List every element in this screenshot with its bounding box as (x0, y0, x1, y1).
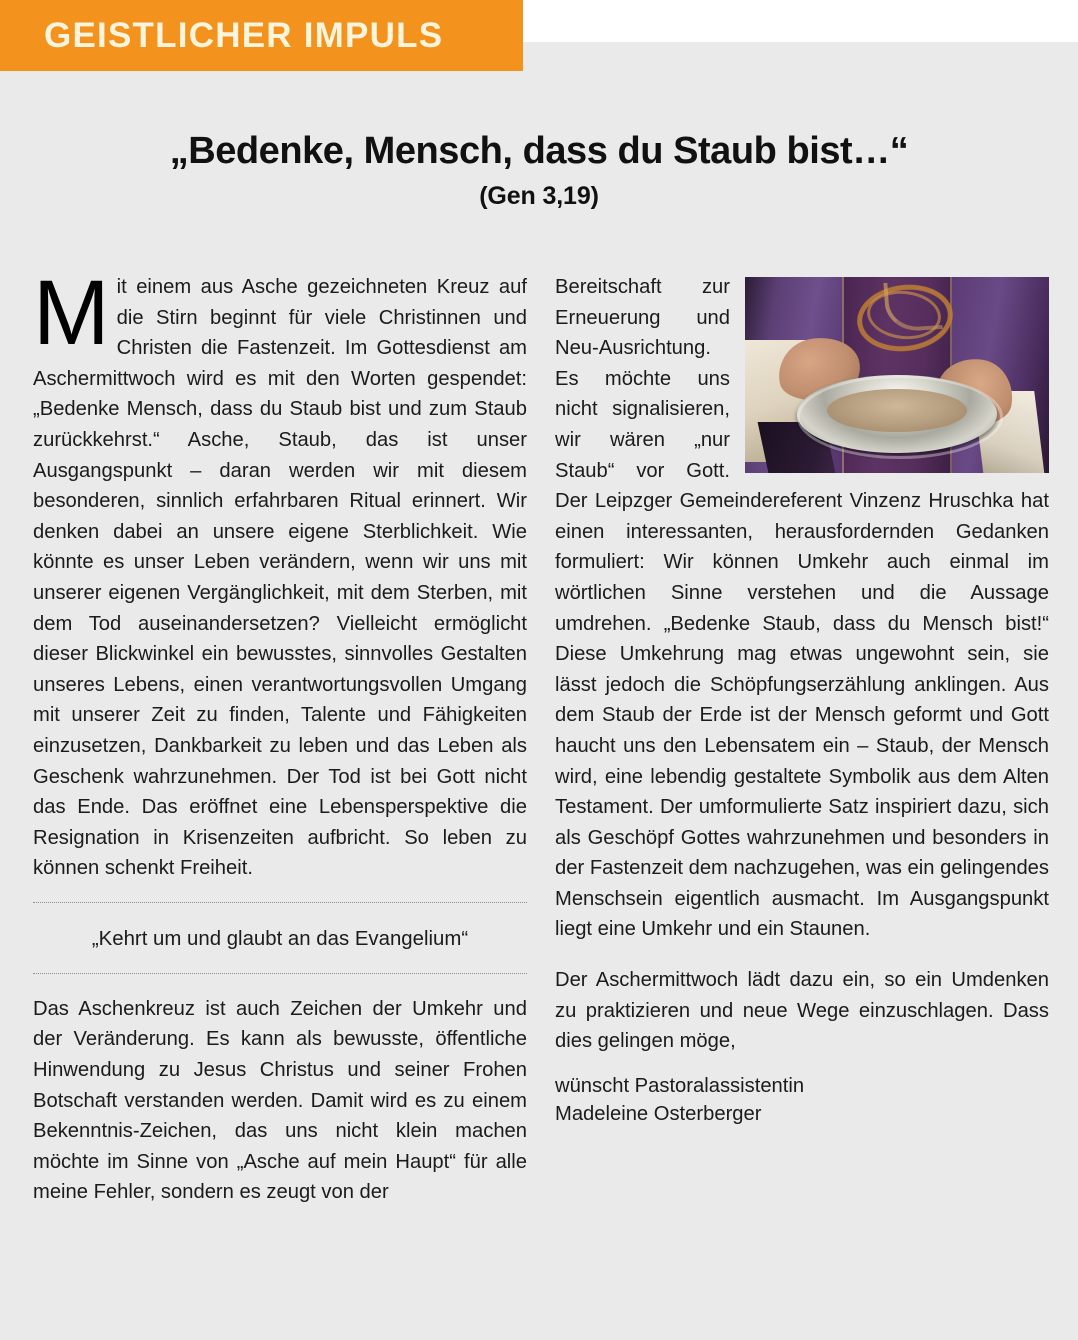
section-banner (0, 0, 523, 71)
right-paragraph-1: Bereitschaft zur Erneuerung und Neu-Ausrichtung. Es möchte uns nicht signalisieren, wir wären „nur Staub“ vor Gott. Der Leipzger Gemeindereferent Vinzenz Hruschka hat einen interessanten, herausfordernden Gedanken formuliert: Wir können Umkehr auch einmal im wörtlichen Sinne verstehen und die Aussage umdrehen. „Bedenke Staub, dass du Mensch bist!“ Diese Umkehrung mag etwas ungewohnt sein, sie lässt jedoch die Schöpfungserzählung anklingen. Aus dem Staub der Erde ist der Mensch geformt und Gott haucht uns den Lebensatem ein – Staub, der Mensch wird, eine lebendig gestaltete Symbolik aus dem Alten Testament. Der umformulierte Satz inspiriert dazu, sich als Geschöpf Gottes wahrzunehmen und besonders in der Fastenzeit dem nachzugehen, was ein gelingendes Menschsein eigentlich ausmacht. Im Ausgangspunkt liegt eine Umkehr und ein Staunen. (555, 276, 1049, 941)
bowl-rim-highlight-shape (797, 375, 1004, 459)
photo-inner (745, 277, 1049, 473)
signature-name: Madeleine Osterberger (555, 1102, 762, 1125)
section-banner-label: GEISTLICHER IMPULS (44, 15, 444, 55)
left-paragraph-1-text: it einem aus Asche gezeichneten Kreuz auf die Stirn beginnt für viele Christinnen und Christen die Fastenzeit. Im Gottesdienst am Aschermittwoch wird es mit den Worten gespendet: „Bedenke Mensch, dass du Staub bist und zum Staub zurückkehrst.“ Asche, Staub, das ist unser Ausgangspunkt – daran werden wir mit diesem besonderen, sinnlich erfahrbaren Ritual erinnert. Wir denken dabei an unsere eigene Sterblichkeit. Wie könnte es unser Leben verändern, wenn wir uns mit unserer eigenen Vergänglichkeit, mit dem Sterben, mit dem Tod auseinandersetzen? Vielleicht ermöglicht dieser Blickwinkel ein bewusstes, sinnvolles Gestalten unseres Lebens, einen verantwortungsvollen Umgang mit unserer Zeit zu finden, Talente und Fähigkeiten einzusetzen, Dankbarkeit zu leben und das Leben als Geschenk wahrzunehmen. Der Tod ist bei Gott nicht das Ende. Das eröffnet eine Lebensperspektive die Resignation in Krisenzeiten aufbricht. So leben zu können schenkt Freiheit. (33, 276, 527, 880)
pullquote-text: „Kehrt um und glaubt an das Evangelium“ (91, 927, 469, 950)
right-column (555, 272, 1049, 1128)
right-paragraph-2: Der Aschermittwoch lädt dazu ein, so ein Umdenken zu praktizieren und neue Wege einzuschlagen. Dass dies gelingen möge, (555, 969, 1049, 1053)
pullquote-block (33, 902, 527, 974)
headline-block (0, 131, 1078, 211)
left-paragraph-2: Das Aschenkreuz ist auch Zeichen der Umkehr und der Veränderung. Es kann als bewusste, öffentliche Hinwendung zu Jesus Christus und seiner Frohen Botschaft verstanden werden. Damit wird es zu einem Bekenntnis-Zeichen, das uns nicht klein machen möchte im Sinne von „Asche auf mein Haupt“ für alle meine Fehler, sondern es zeugt von der (33, 997, 527, 1204)
signature-role: wünscht Pastoralassistentin (555, 1074, 805, 1097)
left-paragraph-1 (33, 262, 527, 884)
priest-holding-bowl-of-ashes-photo (745, 277, 1049, 473)
signature-block (555, 1072, 1049, 1128)
drop-cap: M (33, 262, 110, 364)
page-title: „Bedenke, Mensch, dass du Staub bist…“ (169, 130, 909, 172)
left-column (33, 262, 527, 1208)
bible-reference: (Gen 3,19) (479, 182, 599, 211)
